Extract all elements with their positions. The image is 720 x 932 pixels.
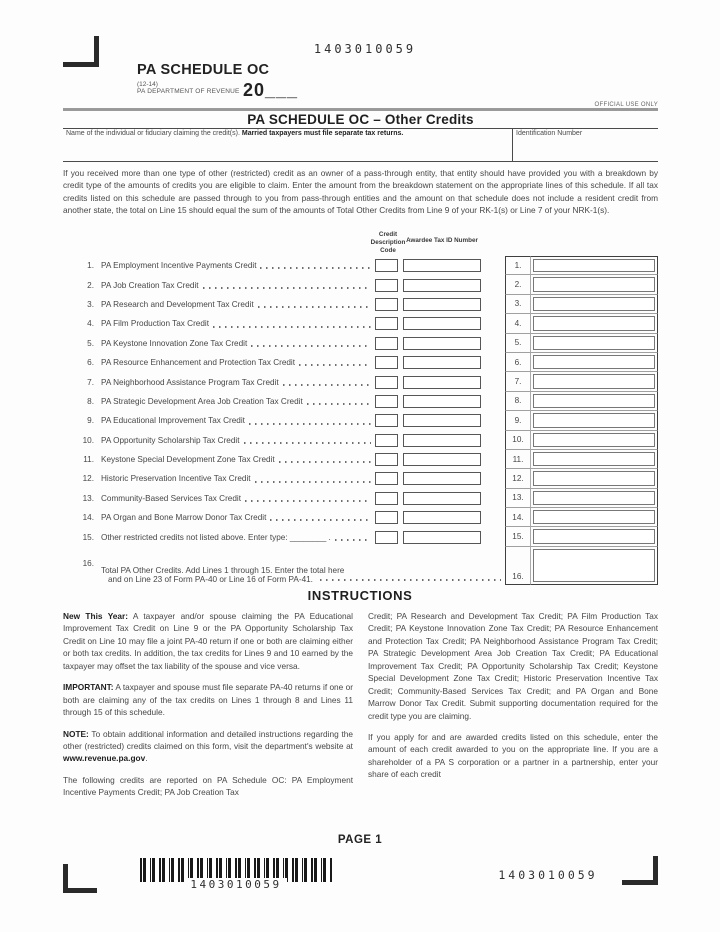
awardee-tax-id-box[interactable] bbox=[403, 395, 481, 408]
amount-line-number: 10. bbox=[505, 431, 530, 450]
credit-rows bbox=[78, 256, 658, 547]
credit-row bbox=[78, 353, 658, 372]
amount-line-number: 1. bbox=[505, 256, 530, 275]
credit-row bbox=[78, 295, 658, 314]
amount-box[interactable] bbox=[533, 259, 655, 272]
amount-box[interactable] bbox=[533, 452, 655, 466]
amount-line-number: 13. bbox=[505, 489, 530, 508]
credit-row bbox=[78, 450, 658, 469]
dotted-leader bbox=[258, 306, 371, 308]
amount-cell bbox=[530, 411, 658, 430]
name-field-label-bold: Married taxpayers must file separate tax returns. bbox=[241, 130, 404, 137]
dotted-leader bbox=[249, 423, 371, 425]
awardee-tax-id-box[interactable] bbox=[403, 434, 481, 447]
dotted-leader bbox=[203, 287, 371, 289]
line-number: 2. bbox=[87, 280, 94, 290]
total-amount-box[interactable] bbox=[533, 549, 655, 582]
amount-line-number: 8. bbox=[505, 392, 530, 411]
awardee-tax-id-box[interactable] bbox=[403, 492, 481, 505]
amount-cell bbox=[530, 392, 658, 411]
credit-description-code-box[interactable] bbox=[375, 259, 398, 272]
amount-line-number: 4. bbox=[505, 314, 530, 333]
line-number: 15. bbox=[82, 532, 94, 542]
amount-line-number: 11. bbox=[505, 450, 530, 469]
amount-box[interactable] bbox=[533, 374, 655, 388]
credit-description-code-box[interactable] bbox=[375, 453, 398, 466]
name-field-label: Name of the individual or fiduciary claiming the credit(s). bbox=[66, 130, 242, 137]
amount-box[interactable] bbox=[533, 433, 655, 447]
important-body: A taxpayer and spouse must file separate PA-40 returns if one or both are claiming any of the tax credits on Lines 1 through 8 and Lines 11 through 15 of this schedule. bbox=[63, 682, 353, 718]
note-lead: NOTE: bbox=[63, 728, 89, 739]
registration-mark-top-left bbox=[63, 36, 99, 67]
form-title: PA SCHEDULE OC bbox=[137, 62, 270, 78]
new-this-year-body: A taxpayer and/or spouse claiming the PA Educational Improvement Tax Credit on Line 9 or the PA Opportunity Scholarship Tax Credit on Line 10 may file a joint PA-40 return if one or both are claiming either or both tax credits. In addition, the tax credits for Lines 9 and 10 earned by the taxpayer may offset the tax liability of the spouse and vice versa. bbox=[63, 611, 354, 671]
instructions-left-column bbox=[63, 610, 353, 808]
paragraph-note bbox=[63, 728, 353, 765]
line-number: 5. bbox=[87, 338, 94, 348]
amount-line-number: 14. bbox=[505, 508, 530, 527]
credit-row bbox=[78, 411, 658, 430]
identity-row bbox=[63, 128, 658, 162]
line-number: 14. bbox=[82, 513, 94, 523]
dotted-leader bbox=[270, 519, 371, 521]
awardee-tax-id-box[interactable] bbox=[403, 298, 481, 311]
dotted-leader bbox=[283, 384, 371, 386]
line-number: 8. bbox=[87, 396, 94, 406]
credit-description-code-box[interactable] bbox=[375, 337, 398, 350]
line-number: 10. bbox=[82, 435, 94, 445]
awardee-tax-id-header: Awardee Tax ID Number bbox=[406, 237, 478, 244]
form-barcode-number-top: 1403010059 bbox=[313, 42, 417, 56]
paragraph-credit-list-start: The following credits are reported on PA Schedule OC: PA Employment Incentive Payments Credit; PA Job Creation Tax bbox=[63, 774, 353, 798]
amount-box[interactable] bbox=[533, 355, 655, 369]
credit-description-code-box[interactable] bbox=[375, 472, 398, 485]
credit-label: PA Keystone Innovation Zone Tax Credit bbox=[101, 338, 248, 348]
line-number: 9. bbox=[87, 416, 94, 426]
paragraph-important bbox=[63, 681, 353, 718]
note-body: To obtain additional information and detailed instructions regarding the other (restricted) credits claimed on this form, visit the department's website at bbox=[63, 728, 353, 751]
line-number: 11. bbox=[83, 455, 94, 465]
credit-description-code-box[interactable] bbox=[375, 492, 398, 505]
total-amount-cell bbox=[530, 547, 658, 585]
schedule-banner-title: PA SCHEDULE OC – Other Credits bbox=[63, 108, 658, 127]
awardee-tax-id-box[interactable] bbox=[403, 453, 481, 466]
credit-label: PA Job Creation Tax Credit bbox=[101, 280, 199, 290]
credit-label: Historic Preservation Incentive Tax Credit bbox=[101, 474, 251, 484]
barcode-number: 1403010059 bbox=[185, 878, 286, 891]
credit-label: PA Film Production Tax Credit bbox=[101, 319, 209, 329]
footer-barcode-block bbox=[140, 858, 332, 893]
instructions-right-column bbox=[368, 610, 658, 808]
credit-label: PA Opportunity Scholarship Tax Credit bbox=[101, 435, 240, 445]
awardee-tax-id-box[interactable] bbox=[403, 337, 481, 350]
amount-cell bbox=[530, 334, 658, 353]
dotted-leader bbox=[279, 461, 371, 463]
amount-cell bbox=[530, 469, 658, 488]
page-number-label: PAGE 1 bbox=[337, 834, 383, 846]
awardee-tax-id-box[interactable] bbox=[403, 511, 481, 524]
paragraph-new-this-year bbox=[63, 610, 353, 672]
credit-row bbox=[78, 527, 658, 546]
credit-row bbox=[78, 314, 658, 333]
amount-cell bbox=[530, 450, 658, 469]
credit-row bbox=[78, 431, 658, 450]
amount-cell bbox=[530, 353, 658, 372]
amount-box[interactable] bbox=[533, 336, 655, 350]
amount-line-number: 5. bbox=[505, 334, 530, 353]
dotted-leader bbox=[320, 579, 501, 581]
amount-cell bbox=[530, 275, 658, 294]
credit-label: Community-Based Services Tax Credit bbox=[101, 493, 241, 503]
amount-box[interactable] bbox=[533, 413, 655, 427]
amount-box[interactable] bbox=[533, 510, 655, 524]
amount-cell bbox=[530, 508, 658, 527]
dotted-leader bbox=[251, 345, 371, 347]
awardee-tax-id-box[interactable] bbox=[403, 259, 481, 272]
awardee-tax-id-box[interactable] bbox=[403, 376, 481, 389]
identification-number-label: Identification Number bbox=[516, 130, 583, 137]
credit-row bbox=[78, 489, 658, 508]
awardee-tax-id-box[interactable] bbox=[403, 472, 481, 485]
amount-cell bbox=[530, 295, 658, 314]
credit-description-code-box[interactable] bbox=[375, 434, 398, 447]
credit-label: PA Resource Enhancement and Protection Tax Credit bbox=[101, 358, 296, 368]
registration-mark-bottom-left bbox=[63, 864, 97, 893]
credit-row bbox=[78, 256, 658, 275]
name-field[interactable] bbox=[63, 129, 512, 161]
awardee-tax-id-box[interactable] bbox=[403, 317, 481, 330]
new-this-year-lead: New This Year: bbox=[63, 611, 129, 621]
credit-description-code-box[interactable] bbox=[375, 317, 398, 330]
amount-box[interactable] bbox=[533, 491, 655, 505]
line-number: 7. bbox=[87, 377, 94, 387]
credit-label: PA Organ and Bone Marrow Donor Tax Credit bbox=[101, 513, 267, 523]
paragraph-credit-list-continued: Credit; PA Research and Development Tax Credit; PA Film Production Tax Credit; PA Keystone Innovation Zone Tax Credit; PA Resource Enhancement and Protection Tax Credit; PA Neighborhood Assistance Program Tax Credit; PA Strategic Development Area Job Creation Tax Credit; PA Educational Improvement Tax Credit; PA Opportunity Scholarship Tax Credit; Keystone Special Development Zone Tax Credit; Historic Preservation Incentive Tax Credit; Community-Based Services Tax Credit; and PA Organ and Bone Marrow Donor Tax Credit. Submit supporting documentation required for the credit type you are claiming. bbox=[368, 611, 658, 721]
credit-description-code-header: Credit Description Code bbox=[370, 231, 406, 254]
credit-description-code-box[interactable] bbox=[375, 376, 398, 389]
amount-cell bbox=[530, 372, 658, 391]
awardee-tax-id-box[interactable] bbox=[403, 279, 481, 292]
department-name: PA DEPARTMENT OF REVENUE bbox=[137, 88, 240, 95]
credit-description-code-box[interactable] bbox=[375, 279, 398, 292]
amount-cell bbox=[530, 431, 658, 450]
instructions-heading: INSTRUCTIONS bbox=[307, 588, 413, 603]
amount-line-number: 9. bbox=[505, 411, 530, 430]
dotted-leader bbox=[244, 442, 372, 444]
note-end: . bbox=[145, 753, 148, 764]
instructions-columns bbox=[63, 610, 658, 808]
line-number: 16. bbox=[82, 558, 94, 568]
amount-cell bbox=[530, 314, 658, 333]
dotted-leader bbox=[260, 267, 371, 269]
credit-label: PA Neighborhood Assistance Program Tax Credit bbox=[101, 377, 279, 387]
credit-row bbox=[78, 372, 658, 391]
official-use-label: OFFICIAL USE ONLY bbox=[594, 102, 658, 108]
line-number: 6. bbox=[87, 358, 94, 368]
credit-description-code-box[interactable] bbox=[375, 511, 398, 524]
dotted-leader bbox=[335, 539, 371, 541]
amount-line-number: 6. bbox=[505, 353, 530, 372]
amount-box[interactable] bbox=[533, 277, 655, 291]
awardee-tax-id-box[interactable] bbox=[403, 356, 481, 369]
paragraph-awarded-credits: If you apply for and are awarded credits listed on this schedule, enter the amount of each credit awarded to you on the appropriate line. If you are a shareholder of a PA S corporation or a partner in a partnership, enter your share of each credit bbox=[368, 731, 658, 780]
dotted-leader bbox=[213, 326, 371, 328]
amount-box[interactable] bbox=[533, 529, 655, 543]
amount-line-number: 12. bbox=[505, 469, 530, 488]
line-number: 1. bbox=[87, 261, 94, 271]
total-row bbox=[78, 547, 658, 585]
credit-label: PA Strategic Development Area Job Creation Tax Credit bbox=[101, 396, 303, 406]
credit-label: PA Research and Development Tax Credit bbox=[101, 299, 254, 309]
amount-cell bbox=[530, 489, 658, 508]
credit-description-code-box[interactable] bbox=[375, 395, 398, 408]
important-lead: IMPORTANT: bbox=[63, 682, 114, 693]
credit-label: Other restricted credits not listed above. Enter type: ________ . bbox=[101, 532, 331, 542]
dotted-leader bbox=[307, 403, 371, 405]
tax-year-field[interactable]: 20___ bbox=[243, 80, 299, 100]
total-label-line2: and on Line 23 of Form PA-40 or Line 16 of Form PA-41. bbox=[108, 574, 313, 584]
total-label bbox=[94, 547, 505, 585]
intro-paragraph: If you received more than one type of other (restricted) credit as an owner of a pass-through entity, that entity should have provided you with a breakdown by credit type of the amounts of credits you are eligible to claim. Enter the amount from the breakdown statement on the appropriate lines of this schedule. If all tax credits listed on this schedule are passed through to you from pass-through entities and the amount on that schedule does not include a resident credit from another state, the total on Line 15 should equal the sum of the amounts of Total Other Credits from Line 9 of your RK-1(s) or Line 7 of your NRK-1(s). bbox=[63, 168, 658, 216]
amount-box[interactable] bbox=[533, 297, 655, 311]
amount-line-number: 3. bbox=[505, 295, 530, 314]
amount-box[interactable] bbox=[533, 316, 655, 330]
awardee-tax-id-box[interactable] bbox=[403, 414, 481, 427]
line-number: 3. bbox=[87, 299, 94, 309]
credit-label: PA Educational Improvement Tax Credit bbox=[101, 416, 245, 426]
line-number: 4. bbox=[87, 319, 94, 329]
dotted-leader bbox=[299, 364, 371, 366]
credit-row bbox=[78, 275, 658, 294]
credits-table bbox=[78, 256, 658, 585]
line-number: 13. bbox=[82, 493, 94, 503]
dotted-leader bbox=[255, 481, 371, 483]
credit-row bbox=[78, 508, 658, 527]
amount-box[interactable] bbox=[533, 394, 655, 408]
awardee-tax-id-box[interactable] bbox=[403, 531, 481, 544]
amount-line-number: 7. bbox=[505, 372, 530, 391]
form-barcode-number-bottom: 1403010059 bbox=[498, 868, 598, 882]
credit-description-code-box[interactable] bbox=[375, 531, 398, 544]
total-label-line1: Total PA Other Credits. Add Lines 1 through 15. Enter the total here bbox=[101, 565, 345, 575]
line-number: 12. bbox=[82, 474, 94, 484]
credit-description-code-box[interactable] bbox=[375, 356, 398, 369]
revenue-website-link[interactable]: www.revenue.pa.gov bbox=[63, 753, 146, 764]
registration-mark-bottom-right bbox=[622, 856, 658, 885]
credit-row bbox=[78, 334, 658, 353]
amount-line-number: 16. bbox=[505, 547, 530, 585]
amount-box[interactable] bbox=[533, 471, 655, 485]
amount-cell bbox=[530, 256, 658, 275]
identification-number-field[interactable] bbox=[512, 129, 658, 161]
form-revision: (12-14) bbox=[137, 81, 158, 88]
credit-label: Keystone Special Development Zone Tax Credit bbox=[101, 455, 275, 465]
amount-line-number: 15. bbox=[505, 527, 530, 546]
dotted-leader bbox=[245, 500, 371, 502]
credit-row bbox=[78, 469, 658, 488]
credit-description-code-box[interactable] bbox=[375, 414, 398, 427]
credit-label: PA Employment Incentive Payments Credit bbox=[101, 261, 257, 271]
credit-row bbox=[78, 392, 658, 411]
credit-description-code-box[interactable] bbox=[375, 298, 398, 311]
amount-cell bbox=[530, 527, 658, 546]
amount-line-number: 2. bbox=[505, 275, 530, 294]
